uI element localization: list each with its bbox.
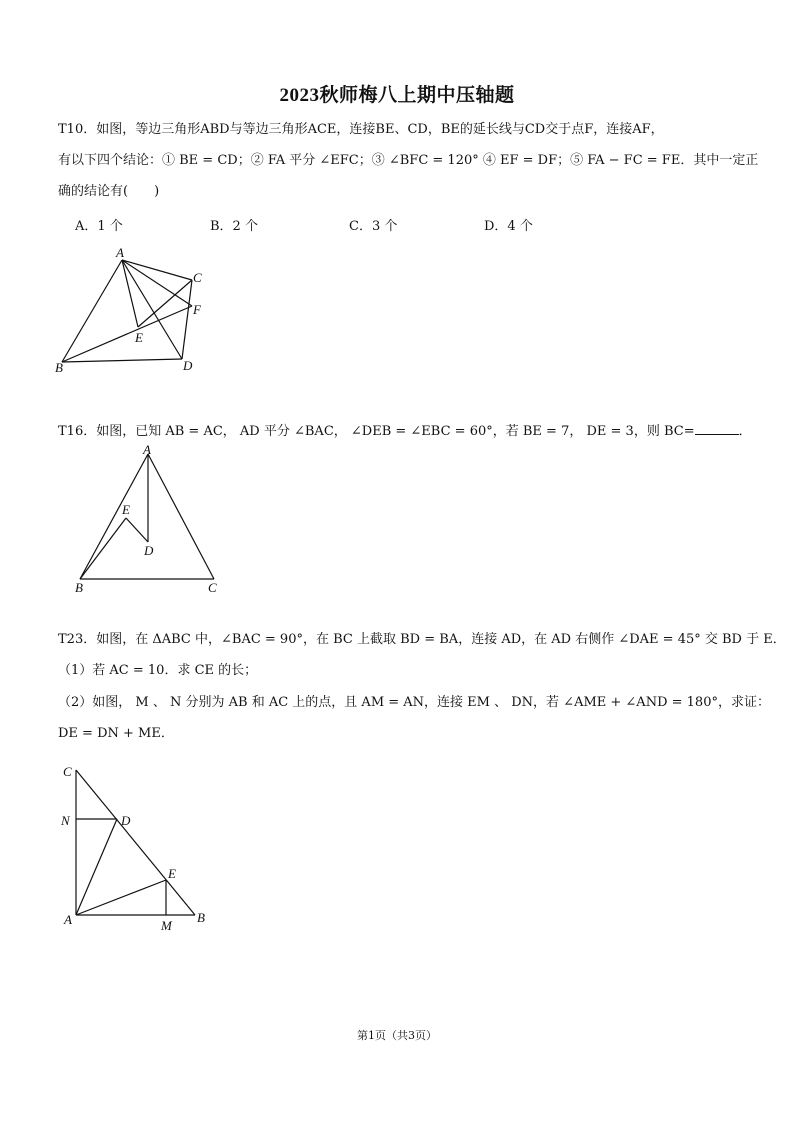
t16-text-main: T16．如图，已知 AB = AC， AD 平分 ∠BAC， ∠DEB = ∠EBC = 60°，若 BE = 7， DE = 3，则 BC= [58, 424, 695, 439]
t23-label-m: M [161, 918, 172, 933]
t23-segment-cb [76, 770, 195, 915]
t16-answer-blank [695, 422, 739, 435]
t10-label-e: E [135, 330, 143, 345]
t16-segment-ac [148, 454, 214, 579]
t10-figure [50, 240, 220, 380]
t16-text-line-1 [58, 422, 752, 441]
t23-text-line-4: DE = DN + ME． [58, 726, 174, 741]
t10-label-d: D [183, 358, 193, 373]
t16-label-a: A [143, 442, 151, 457]
t10-segment-ab [62, 260, 122, 362]
t16-text-end: ． [738, 424, 752, 439]
t23-label-n: N [61, 813, 70, 828]
t10-option-c: C．3 个 [349, 219, 398, 234]
t10-segment-ce [138, 280, 192, 327]
t23-label-c: C [63, 764, 72, 779]
t10-segment-af [122, 260, 192, 306]
t10-label-a: A [116, 245, 124, 260]
t10-label-b: B [55, 360, 63, 375]
t10-text-line-1: T10．如图，等边三角形ABD与等边三角形ACE，连接BE、CD，BE的延长线与CD交于点F，连接AF， [58, 122, 664, 137]
t23-label-a: A [64, 912, 72, 927]
page-footer: 第1页（共3页） [357, 1029, 437, 1042]
t23-text-line-3: （2）如图， M 、 N 分别为 AB 和 AC 上的点，且 AM = AN，连接 EM 、 DN，若 ∠AME + ∠AND = 180°，求证： [58, 695, 770, 710]
t10-segment-ae [122, 260, 138, 327]
t23-figure [55, 758, 215, 938]
t23-label-d: D [121, 813, 131, 828]
t16-label-b: B [75, 580, 83, 595]
t10-text-line-3: 确的结论有( ) [58, 184, 160, 199]
t10-option-a: A．1 个 [75, 219, 123, 234]
t23-text-line-2: （1）若 AC = 10．求 CE 的长； [58, 663, 258, 678]
t16-figure [70, 442, 230, 597]
t10-segment-bf [62, 306, 192, 362]
t23-label-e: E [168, 866, 176, 881]
t23-text-line-1: T23．如图，在 ΔABC 中，∠BAC = 90°，在 BC 上截取 BD = BA，连接 AD，在 AD 右侧作 ∠DAE = 45° 交 BD 于 E． [58, 632, 786, 647]
t16-label-d: D [144, 543, 154, 558]
t23-segment-ad [76, 819, 117, 915]
t16-segment-ab [80, 454, 148, 579]
t10-label-f: F [193, 302, 201, 317]
t10-option-b: B．2 个 [210, 219, 258, 234]
t10-option-d: D．4 个 [484, 219, 533, 234]
t16-segment-ed [126, 518, 148, 542]
t10-segment-cd [182, 280, 192, 359]
t23-label-b: B [197, 910, 205, 925]
t10-segment-bd [62, 359, 182, 362]
t10-label-c: C [193, 270, 202, 285]
t16-label-e: E [122, 502, 130, 517]
t23-segment-ae [76, 880, 166, 915]
t16-segment-be [80, 518, 126, 579]
t16-label-c: C [208, 580, 217, 595]
t10-text-line-2: 有以下四个结论：① BE = CD；② FA 平分 ∠EFC；③ ∠BFC = 120° ④ EF = DF；⑤ FA − FC = FE．其中一定正 [58, 153, 759, 168]
page-title: 2023秋师梅八上期中压轴题 [279, 85, 515, 106]
